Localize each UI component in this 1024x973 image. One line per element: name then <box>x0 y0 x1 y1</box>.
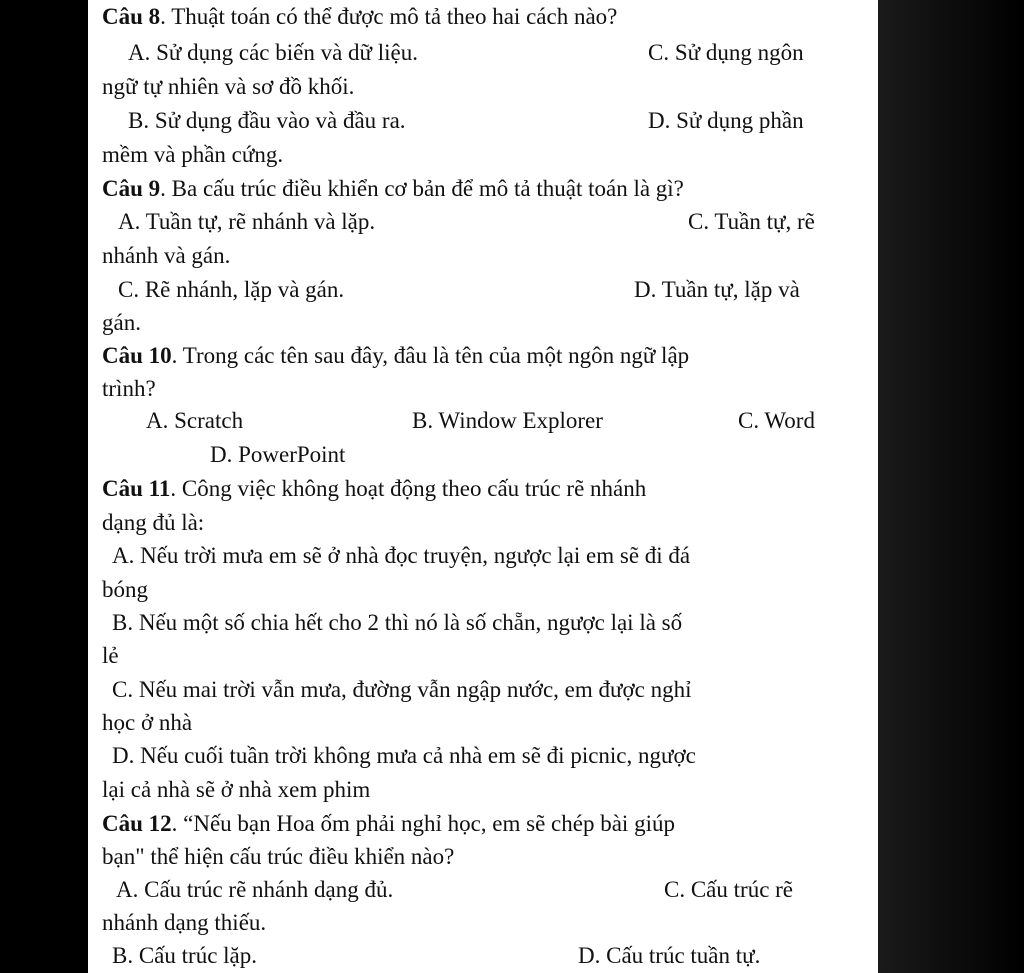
question-12-text-cont: bạn" thể hiện cấu trúc điều khiển nào? <box>102 844 455 869</box>
q12-option-c-cont: nhánh dạng thiếu. <box>102 910 267 935</box>
q12-option-b: B. Cấu trúc lặp. <box>112 943 257 968</box>
q9-option-a: A. Tuần tự, rẽ nhánh và lặp. <box>118 209 376 234</box>
question-10-number: Câu 10 <box>102 343 172 368</box>
question-11-text-cont: dạng đủ là: <box>102 510 205 535</box>
q10-option-c: C. Word <box>738 408 815 433</box>
question-10-stem <box>102 341 689 371</box>
q11-option-b-cont: lẻ <box>102 643 119 668</box>
q11-option-a-cont: bóng <box>102 577 148 602</box>
question-8-number: Câu 8 <box>102 4 161 29</box>
q9-option-d-cont: gán. <box>102 310 141 335</box>
question-10-text: . Trong các tên sau đây, đâu là tên của một ngôn ngữ lập <box>171 343 690 368</box>
q8-option-d: D. Sử dụng phần <box>648 108 804 133</box>
q11-option-d: D. Nếu cuối tuần trời không mưa cả nhà em sẽ đi picnic, ngược <box>112 743 696 768</box>
question-9-text: . Ba cấu trúc điều khiển cơ bản để mô tả thuật toán là gì? <box>160 176 684 201</box>
question-9-number: Câu 9 <box>102 176 161 201</box>
q9-option-c2: C. Rẽ nhánh, lặp và gán. <box>118 277 345 302</box>
q11-option-b: B. Nếu một số chia hết cho 2 thì nó là số chẵn, ngược lại là số <box>112 610 683 635</box>
question-8-text: . Thuật toán có thể được mô tả theo hai cách nào? <box>160 4 618 29</box>
question-8-stem <box>102 2 617 32</box>
q10-option-b: B. Window Explorer <box>412 408 603 433</box>
q10-option-a: A. Scratch <box>146 408 244 433</box>
question-12-text: . “Nếu bạn Hoa ốm phải nghỉ học, em sẽ chép bài giúp <box>171 811 675 836</box>
q9-option-c: C. Tuần tự, rẽ <box>688 209 815 234</box>
question-10-text-cont: trình? <box>102 376 156 401</box>
question-11-number: Câu 11 <box>102 476 171 501</box>
q12-option-a: A. Cấu trúc rẽ nhánh dạng đủ. <box>116 877 394 902</box>
document-page <box>88 0 878 973</box>
question-12-number: Câu 12 <box>102 811 172 836</box>
q8-option-c: C. Sử dụng ngôn <box>648 40 804 65</box>
q12-option-c: C. Cấu trúc rẽ <box>664 877 794 902</box>
question-11-text: . Công việc không hoạt động theo cấu trúc rẽ nhánh <box>170 476 647 501</box>
q11-option-a: A. Nếu trời mưa em sẽ ở nhà đọc truyện, ngược lại em sẽ đi đá <box>112 543 691 568</box>
q8-option-c-cont: ngữ tự nhiên và sơ đồ khối. <box>102 74 355 99</box>
q8-option-a: A. Sử dụng các biến và dữ liệu. <box>128 40 419 65</box>
question-11-stem <box>102 474 646 504</box>
question-9-stem <box>102 174 684 204</box>
q12-option-d: D. Cấu trúc tuần tự. <box>578 943 761 968</box>
q10-option-d: D. PowerPoint <box>210 442 346 467</box>
q8-option-b: B. Sử dụng đầu vào và đầu ra. <box>128 108 406 133</box>
q11-option-c-cont: học ở nhà <box>102 710 193 735</box>
q9-option-c-cont: nhánh và gán. <box>102 243 231 268</box>
q11-option-d-cont: lại cả nhà sẽ ở nhà xem phim <box>102 777 371 802</box>
q9-option-d: D. Tuần tự, lặp và <box>634 277 800 302</box>
q11-option-c: C. Nếu mai trời vẫn mưa, đường vẫn ngập nước, em được nghỉ <box>112 677 692 702</box>
page-edge-shadow <box>878 0 1024 973</box>
question-12-stem <box>102 809 675 839</box>
q8-option-d-cont: mềm và phần cứng. <box>102 142 284 167</box>
